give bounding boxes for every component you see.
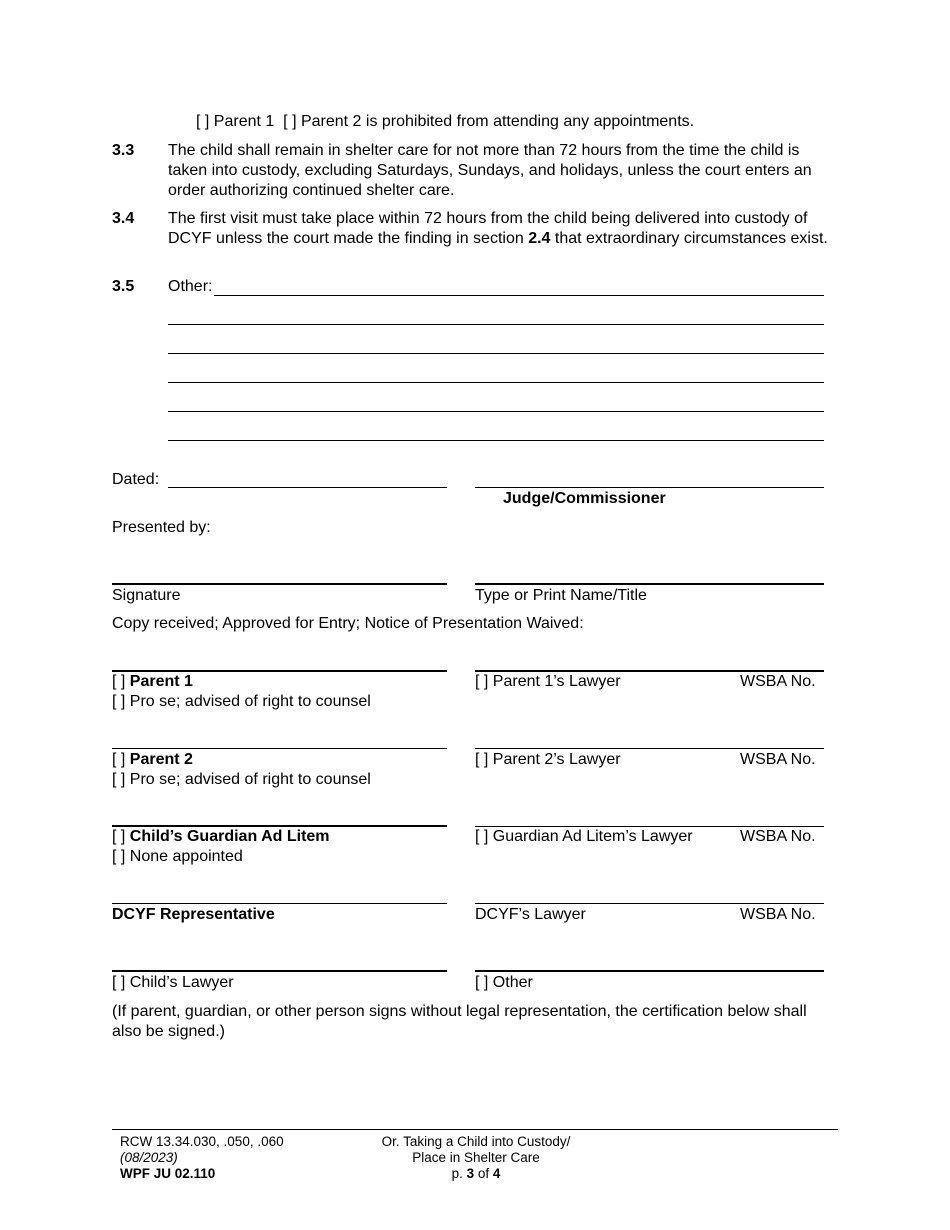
other-input-line-2[interactable] — [168, 324, 824, 325]
other-input-line-1[interactable] — [214, 295, 824, 296]
childs-lawyer-signature-line[interactable] — [112, 970, 447, 972]
date-input-line[interactable] — [168, 487, 447, 488]
checkbox-gal-none[interactable]: [ ] — [112, 848, 126, 865]
other-signature-line[interactable] — [475, 970, 824, 972]
dcyf-lawyer-signature-line[interactable] — [475, 903, 824, 904]
footer-title-line1: Or. Taking a Child into Custody/ — [381, 1134, 571, 1149]
checkbox-parent1[interactable]: [ ] — [196, 113, 210, 130]
footer-center — [346, 1134, 606, 1182]
footer-form-id: WPF JU 02.110 — [120, 1166, 216, 1181]
parent1-label: Parent 1 — [213, 113, 275, 130]
wsba-label: WSBA No. — [740, 751, 816, 768]
checkbox-parent2-signer[interactable]: [ ] — [112, 751, 126, 768]
dated-label: Dated: — [112, 471, 160, 488]
item-3-3-text: The child shall remain in shelter care for not more than 72 hours from the time the child is taken into custody, excluding Saturdays, Sundays, and holidays, unless the court enters an order authorizing continued shelter care. — [168, 142, 812, 199]
item-3-5-number: 3.5 — [112, 278, 135, 295]
judge-label: Judge/Commissioner — [503, 490, 666, 507]
parent1-lawyer: [ ] Parent 1’s Lawyer — [475, 673, 621, 690]
parent1-pro-se: [ ] Pro se; advised of right to counsel — [112, 693, 371, 710]
presenter-name-line[interactable] — [475, 583, 824, 585]
other-input-line-6[interactable] — [168, 440, 824, 441]
footer-page-number: p. 3 of 4 — [451, 1166, 501, 1181]
presented-by-label: Presented by: — [112, 519, 211, 536]
other-label: Other: — [168, 278, 213, 295]
footer-date: (08/2023) — [120, 1150, 178, 1165]
dcyf-lawyer-label: DCYF’s Lawyer — [475, 906, 586, 923]
checkbox-parent2[interactable]: [ ] — [283, 113, 297, 130]
checkbox-childs-lawyer[interactable]: [ ] — [112, 974, 126, 991]
gal-signer: [ ] Child’s Guardian Ad Litem — [112, 828, 330, 845]
checkbox-gal-signer[interactable]: [ ] — [112, 828, 126, 845]
appointments-prohibition-line — [196, 112, 694, 132]
wsba-label: WSBA No. — [740, 828, 816, 845]
wsba-label: WSBA No. — [740, 906, 816, 923]
checkbox-gal-lawyer[interactable]: [ ] — [475, 828, 489, 845]
checkbox-parent1-pro-se[interactable]: [ ] — [112, 693, 126, 710]
wsba-label: WSBA No. — [740, 673, 816, 690]
parent2-pro-se: [ ] Pro se; advised of right to counsel — [112, 771, 371, 788]
section-ref: 2.4 — [528, 230, 551, 247]
other-input-line-3[interactable] — [168, 353, 824, 354]
other-input-line-5[interactable] — [168, 411, 824, 412]
parent2-signer: [ ] Parent 2 — [112, 751, 193, 768]
parent2-lawyer: [ ] Parent 2’s Lawyer — [475, 751, 621, 768]
checkbox-parent1-signer[interactable]: [ ] — [112, 673, 126, 690]
parent1-signer: [ ] Parent 1 — [112, 673, 193, 690]
parent2-signature-line[interactable] — [112, 748, 447, 749]
footer-divider — [112, 1129, 838, 1130]
gal-lawyer: [ ] Guardian Ad Litem’s Lawyer — [475, 828, 693, 845]
parent2-lawyer-signature-line[interactable] — [475, 748, 824, 749]
childs-lawyer: [ ] Child’s Lawyer — [112, 974, 234, 991]
checkbox-parent2-lawyer[interactable]: [ ] — [475, 751, 489, 768]
footer-rcw: RCW 13.34.030, .050, .060 — [120, 1134, 284, 1149]
presenter-signature-line[interactable] — [112, 583, 447, 585]
gal-none-appointed: [ ] None appointed — [112, 848, 243, 865]
copy-received-text: Copy received; Approved for Entry; Notice of Presentation Waived: — [112, 615, 584, 632]
item-3-3-number: 3.3 — [112, 142, 135, 159]
other-input-line-4[interactable] — [168, 382, 824, 383]
dcyf-representative-label: DCYF Representative — [112, 906, 275, 923]
print-name-label: Type or Print Name/Title — [475, 587, 647, 604]
footer-title-line2: Place in Shelter Care — [412, 1150, 540, 1165]
checkbox-other[interactable]: [ ] — [475, 974, 489, 991]
dcyf-signature-line[interactable] — [112, 903, 447, 904]
judge-signature-line[interactable] — [475, 487, 824, 488]
footer-left — [120, 1134, 284, 1182]
checkbox-parent2-pro-se[interactable]: [ ] — [112, 771, 126, 788]
signature-label: Signature — [112, 587, 181, 604]
item-3-4-text: The first visit must take place within 72 hours from the child being delivered into custody of DCYF unless the court made the finding in section 2.4 that extraordinary circumstances exist. — [168, 210, 828, 247]
item-3-4-number: 3.4 — [112, 210, 135, 227]
appointments-rest-text: Parent 2 is prohibited from attending any appointments. — [300, 113, 695, 130]
certification-note: (If parent, guardian, or other person signs without legal representation, the certification below shall also be signed.) — [112, 1003, 807, 1040]
checkbox-parent1-lawyer[interactable]: [ ] — [475, 673, 489, 690]
other-signer: [ ] Other — [475, 974, 533, 991]
